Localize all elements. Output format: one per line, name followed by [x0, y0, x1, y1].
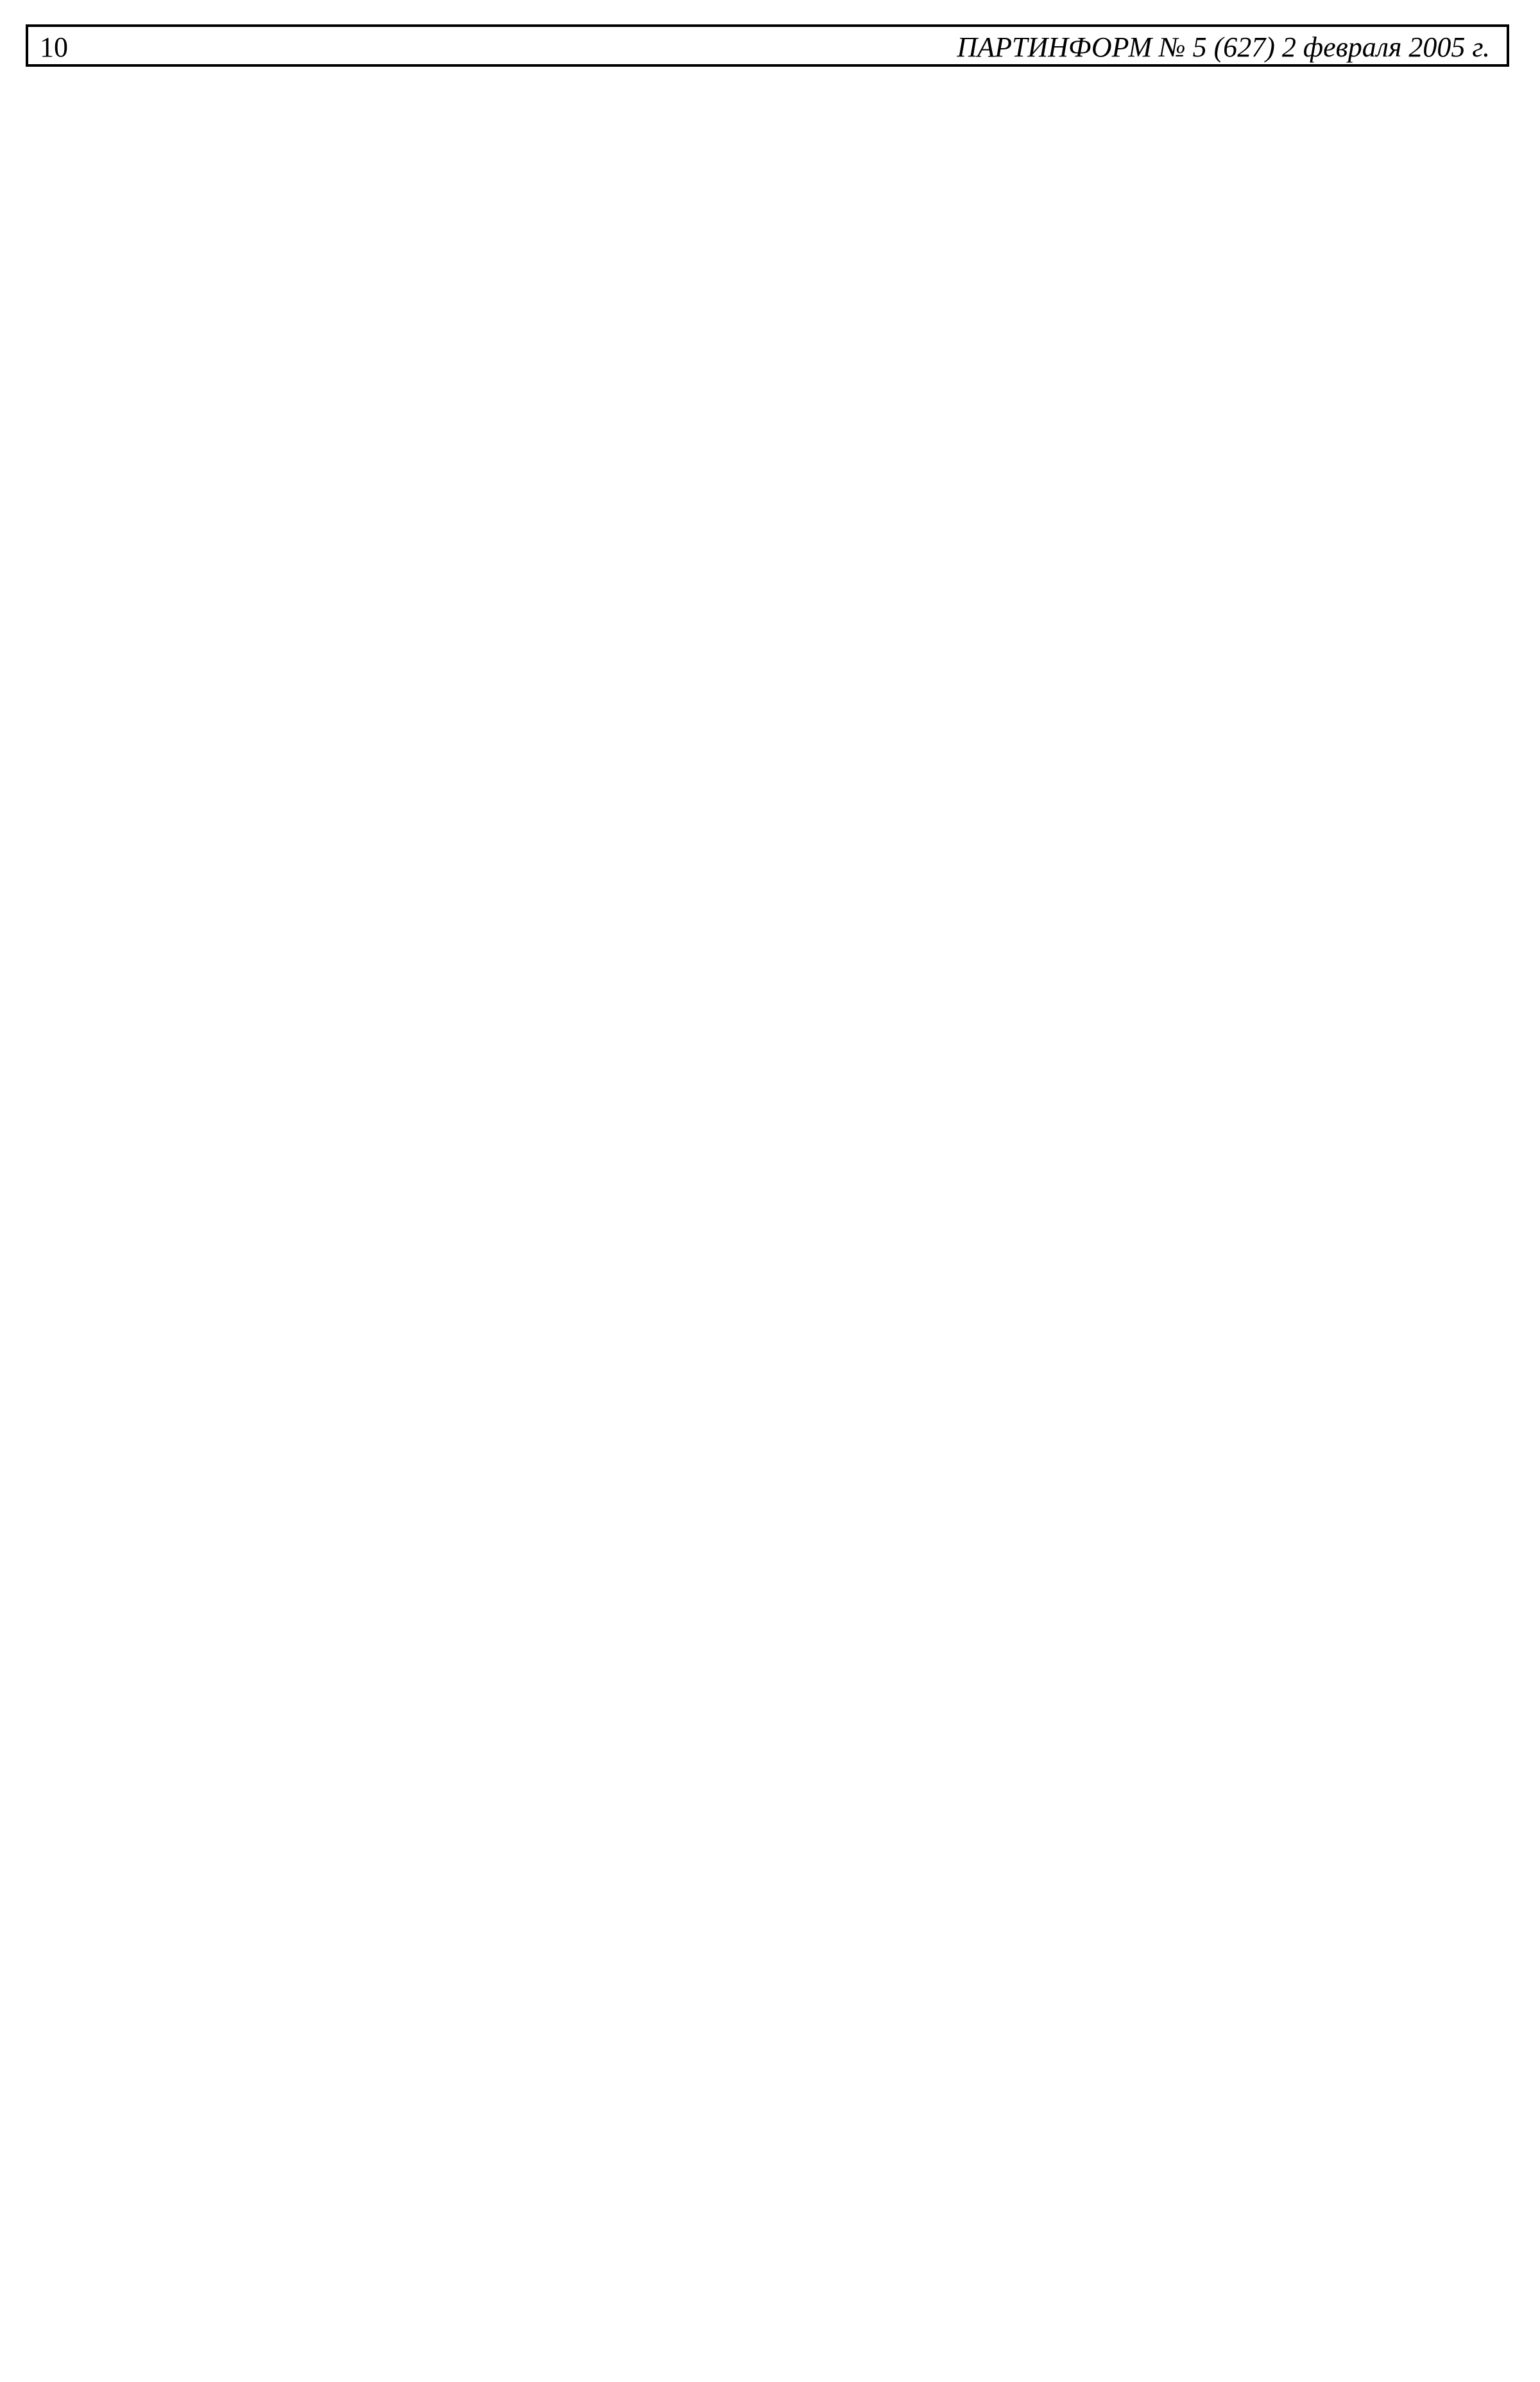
page-number: 10	[40, 31, 68, 63]
publication-title: ПАРТИНФОРМ № 5 (627) 2 февраля 2005 г.	[957, 31, 1490, 63]
page-header	[26, 24, 1509, 67]
